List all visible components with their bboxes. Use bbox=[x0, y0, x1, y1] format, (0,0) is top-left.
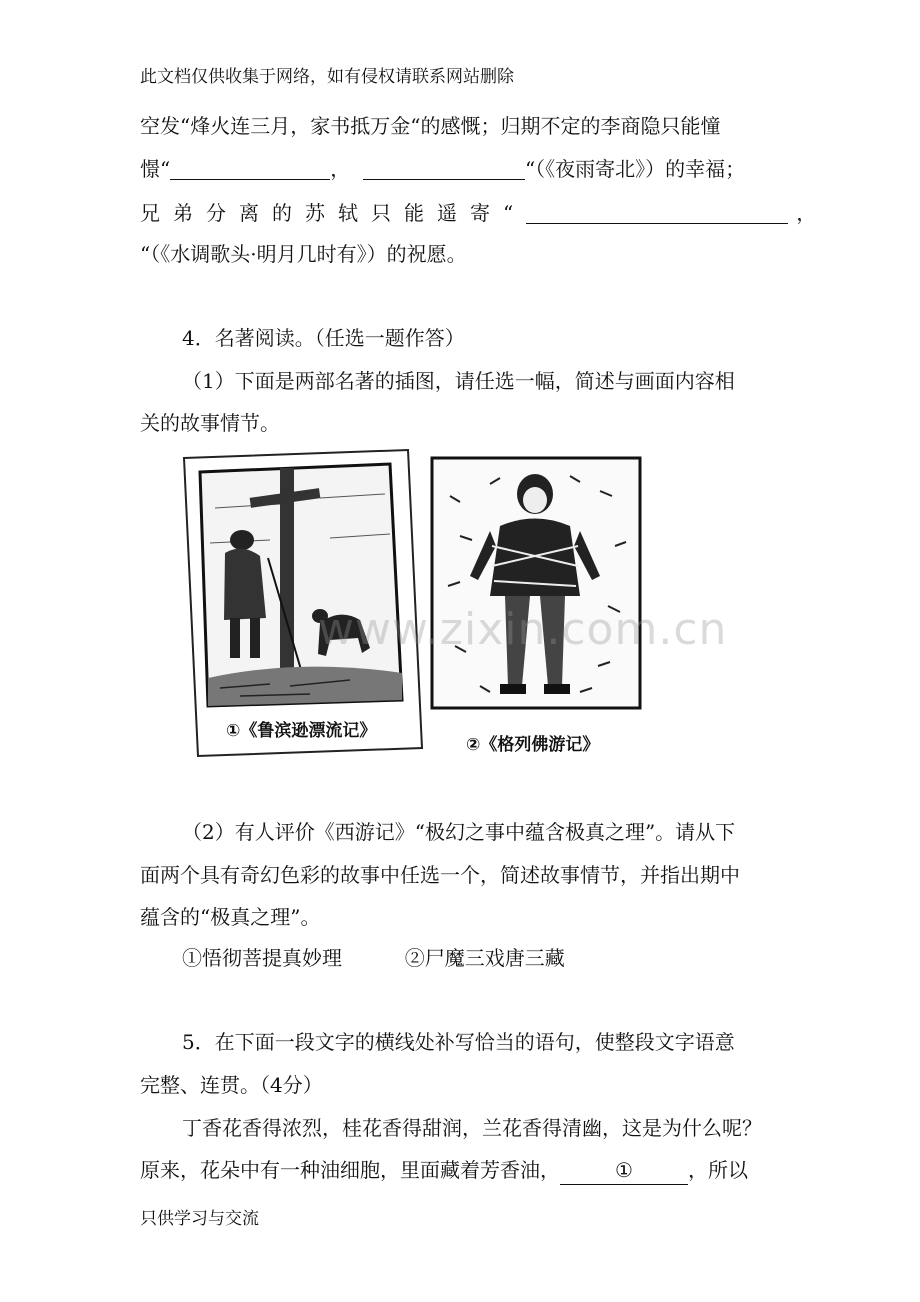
q4-sub1-line-2: 关的故事情节。 bbox=[140, 411, 280, 435]
footer-note: 只供学习与交流 bbox=[140, 1209, 259, 1229]
watermark: www.zixin.com.cn bbox=[318, 604, 728, 655]
q3-line-4: “（《水调歌头·明月几时有》）的祝愿。 bbox=[140, 242, 467, 266]
gulliver-illustration bbox=[430, 456, 645, 716]
answer-blank-1: ① bbox=[560, 1156, 688, 1185]
q4-options bbox=[182, 944, 565, 972]
answer-blank bbox=[170, 157, 330, 180]
q3-line-3-end: ， bbox=[796, 201, 817, 225]
q5-body-line-2-end: ，所以 bbox=[688, 1158, 748, 1182]
figure2-caption: ②《格列佛游记》 bbox=[466, 735, 600, 755]
answer-blank bbox=[363, 157, 525, 180]
q5-body-line-1: 丁香花香得浓烈，桂花香得甜润，兰花香得清幽，这是为什么呢？ bbox=[182, 1116, 762, 1140]
q3-line-2-start: 憬“ bbox=[140, 157, 171, 181]
q3-line-2 bbox=[140, 155, 745, 183]
q4-title: 4．名著阅读。（任选一题作答） bbox=[182, 326, 465, 350]
q4-option-1: ①悟彻菩提真妙理 bbox=[182, 946, 342, 970]
q3-line-1: 空发“烽火连三月，家书抵万金“的感慨；归期不定的李商隐只能憧 bbox=[140, 114, 721, 138]
q5-title-line-1: 5．在下面一段文字的横线处补写恰当的语句，使整段文字语意 bbox=[182, 1030, 735, 1054]
q3-line-3 bbox=[140, 199, 816, 227]
q4-sub2-line-1: （2）有人评价《西游记》“极幻之事中蕴含极真之理”。请从下 bbox=[182, 820, 736, 844]
q5-title-line-2: 完整、连贯。（4分） bbox=[140, 1073, 323, 1097]
figure1-caption: ①《鲁滨逊漂流记》 bbox=[226, 721, 377, 741]
q4-sub2-line-2: 面两个具有奇幻色彩的故事中任选一个，简述故事情节，并指出期中 bbox=[140, 863, 740, 887]
q3-line-2-mid: ， bbox=[330, 157, 351, 181]
q4-option-2: ②尸魔三戏唐三藏 bbox=[404, 946, 565, 970]
q3-line-2-end: “（《夜雨寄北》）的幸福； bbox=[524, 157, 746, 181]
header-note: 此文档仅供收集于网络，如有侵权请联系网站删除 bbox=[140, 67, 514, 87]
q4-sub1-line-1: （1）下面是两部名著的插图，请任选一幅，简述与画面内容相 bbox=[182, 369, 735, 393]
q5-body-line-2 bbox=[140, 1156, 748, 1185]
answer-blank bbox=[526, 201, 788, 224]
q5-body-line-2-start: 原来，花朵中有一种油细胞，里面藏着芳香油， bbox=[140, 1158, 560, 1182]
q3-line-3-start: 兄弟分离的苏轼只能遥寄“ bbox=[140, 201, 527, 225]
q4-sub2-line-3: 蕴含的“极真之理”。 bbox=[140, 905, 321, 929]
